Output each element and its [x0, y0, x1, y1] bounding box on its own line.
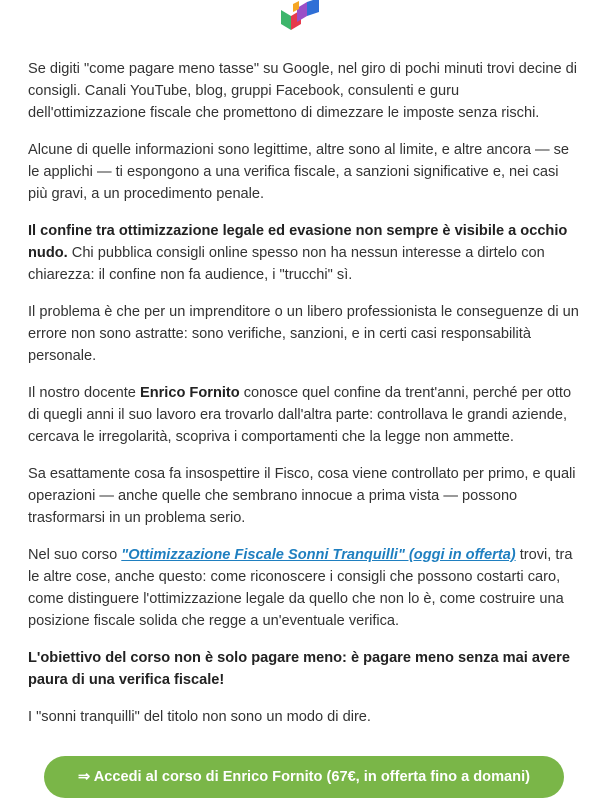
paragraph-closing: I "sonni tranquilli" del titolo non sono un modo di dire. — [28, 709, 371, 725]
teacher-intro-text: Il nostro docente — [28, 385, 140, 401]
course-intro-text: Nel suo corso — [28, 547, 122, 563]
emphasis-confine: Il confine tra ottimizzazione legale ed evasione non sempre è visibile a occhio nudo. — [28, 223, 568, 261]
emphasis-goal: L'obiettivo del corso non è solo pagare meno: è pagare meno senza mai avere paura di una verifica fiscale! — [28, 650, 570, 688]
teacher-name: Enrico Fornito — [139, 385, 240, 401]
paragraph-intro: Se digiti "come pagare meno tasse" su Google, nel giro di pochi minuti trovi decine di consigli. Canali YouTube, blog, gruppi Facebook, consulenti e guru dell'ottimizzazione fiscale che promettono di dimezzare le imposte senza rischi. — [28, 61, 578, 121]
course-description: trovi, tra le altre cose, anche questo: come riconoscere i consigli che possono costarti caro, come distinguere l'ottimizzazione legale da quello che non lo è, come costruire una posizione fiscale solida che regge a un'eventuale verifica. — [28, 547, 573, 629]
paragraph-confine — [28, 220, 580, 286]
paragraph-teacher — [28, 382, 580, 448]
paragraph-problem: Il problema è che per un imprenditore o un libero professionista le conseguenze di un errore non sono astratte: sono verifiche, sanzioni, e in certi casi responsabilità personale. — [28, 304, 579, 364]
paragraph-confine-rest: Chi pubblica consigli online spesso non ha nessun interesse a dirtelo con chiarezza: il confine non fa audience, i "trucchi" sì. — [28, 245, 545, 283]
course-link[interactable]: "Ottimizzazione Fiscale Sonni Tranquilli" (oggi in offerta) — [121, 547, 516, 563]
paragraph-goal — [28, 647, 580, 691]
teacher-description: conosce quel confine da trent'anni, perché per otto di quegli anni il suo lavoro era trovarlo dall'altra parte: controllava le grandi aziende, cercava le irregolarità, scopriva i comportamenti che la legge non ammette. — [28, 385, 572, 445]
paragraph-information: Alcune di quelle informazioni sono legittime, altre sono al limite, e altre ancora — se le applichi — ti espongono a una verifica fiscale, a sanzioni significative e, nei casi più gravi, a un procedimento penale. — [28, 142, 570, 202]
email-body — [28, 58, 580, 743]
paragraph-course — [28, 544, 580, 632]
paragraph-expertise: Sa esattamente cosa fa insospettire il Fisco, cosa viene controllato per primo, e quali operazioni — anche quelle che sembrano innocue a prima vista — possono trasformarsi in un problema serio. — [28, 466, 576, 526]
course-access-button[interactable]: ⇒ Accedi al corso di Enrico Fornito (67€, in offerta fino a domani) — [44, 756, 564, 798]
header — [0, 0, 600, 40]
colorful-book-logo-icon — [277, 0, 323, 34]
